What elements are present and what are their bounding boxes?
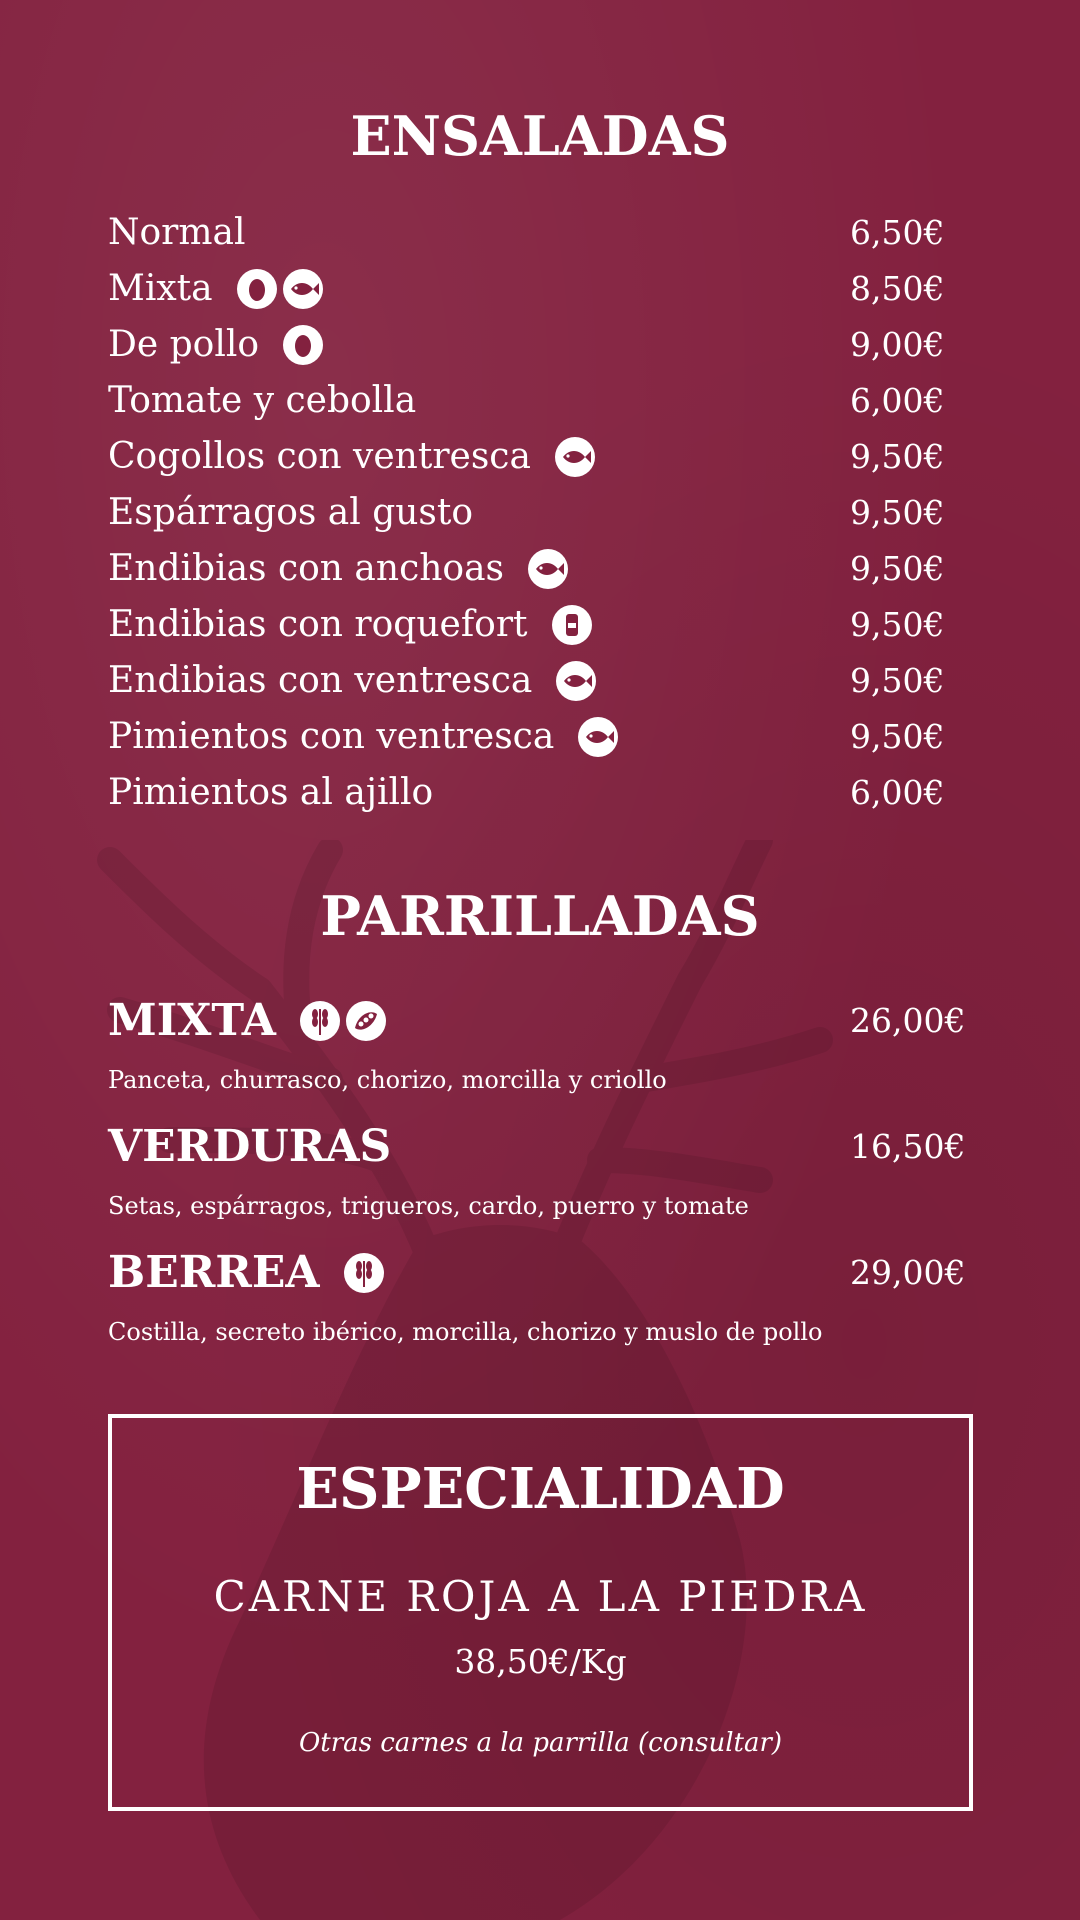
allergen-icons: [556, 661, 596, 701]
item-label: Pimientos con ventresca: [108, 716, 555, 757]
especialidad-dish: CARNE ROJA A LA PIEDRA: [213, 1572, 868, 1621]
gluten-icon: [344, 1253, 384, 1293]
list-item: [108, 435, 988, 491]
item-label: VERDURAS: [108, 1121, 392, 1172]
especialidad-note: Otras carnes a la parrilla (consultar): [298, 1728, 783, 1758]
parrillada-item: [108, 993, 988, 1097]
list-item: [108, 659, 988, 715]
item-price: 9,50€: [850, 605, 945, 644]
item-description: Panceta, churrasco, chorizo, morcilla y criollo: [108, 1066, 667, 1094]
especialidad-box: [108, 1414, 973, 1811]
item-label: Pimientos al ajillo: [108, 772, 434, 813]
gluten-icon: [300, 1001, 340, 1041]
item-price: 29,00€: [850, 1253, 966, 1292]
allergen-icons: [528, 549, 568, 589]
milk-icon: [552, 605, 592, 645]
item-name: [108, 211, 246, 255]
item-label: Endibias con roquefort: [108, 604, 528, 645]
parrillada-item: [108, 1245, 988, 1349]
item-name: [108, 379, 416, 423]
item-label: De pollo: [108, 324, 260, 365]
list-item: [108, 603, 988, 659]
item-label: Normal: [108, 212, 246, 253]
allergen-icons: [237, 269, 323, 309]
item-label: BERREA: [108, 1247, 320, 1298]
list-item: [108, 771, 988, 827]
item-name: [108, 547, 568, 591]
allergen-icons: [283, 325, 323, 365]
fish-icon: [555, 437, 595, 477]
list-item: [108, 267, 988, 323]
egg-icon: [237, 269, 277, 309]
allergen-icons: [578, 717, 618, 757]
especialidad-title: ESPECIALIDAD: [296, 1456, 785, 1522]
item-price: 9,50€: [850, 493, 945, 532]
item-label: Endibias con anchoas: [108, 548, 505, 589]
list-item: [108, 211, 988, 267]
item-description: Setas, espárragos, trigueros, cardo, puerro y tomate: [108, 1192, 749, 1220]
allergen-icons: [552, 605, 592, 645]
item-price: 16,50€: [850, 1127, 966, 1166]
item-name: [108, 715, 618, 759]
item-price: 6,00€: [850, 773, 945, 812]
list-item: [108, 547, 988, 603]
list-item: [108, 491, 988, 547]
allergen-icons: [555, 437, 595, 477]
item-price: 6,00€: [850, 381, 945, 420]
item-label: Mixta: [108, 268, 213, 309]
fish-icon: [283, 269, 323, 309]
parrilladas-title: PARRILLADAS: [320, 884, 760, 948]
item-price: 9,50€: [850, 661, 945, 700]
fish-icon: [578, 717, 618, 757]
allergen-icons: [344, 1253, 384, 1293]
item-price: 9,50€: [850, 437, 945, 476]
item-name: [108, 603, 592, 647]
list-item: [108, 379, 988, 435]
item-label: MIXTA: [108, 995, 276, 1046]
soy-icon: [346, 1001, 386, 1041]
item-description: Costilla, secreto ibérico, morcilla, chorizo y muslo de pollo: [108, 1318, 823, 1346]
item-name: [108, 323, 323, 367]
item-label: Endibias con ventresca: [108, 660, 533, 701]
item-label: Tomate y cebolla: [108, 380, 417, 421]
fish-icon: [528, 549, 568, 589]
list-item: [108, 715, 988, 771]
item-price: 9,50€: [850, 717, 945, 756]
allergen-icons: [300, 1001, 386, 1041]
especialidad-price: 38,50€/Kg: [454, 1642, 627, 1681]
item-name: [108, 435, 595, 479]
parrillada-item: [108, 1119, 988, 1223]
list-item: [108, 323, 988, 379]
item-name: [108, 659, 596, 703]
item-price: 6,50€: [850, 213, 945, 252]
ensaladas-title: ENSALADAS: [350, 104, 730, 168]
item-price: 9,00€: [850, 325, 945, 364]
item-label: Cogollos con ventresca: [108, 436, 531, 477]
item-label: Espárragos al gusto: [108, 492, 474, 533]
item-name: [108, 491, 473, 535]
item-name: [108, 771, 433, 815]
item-price: 26,00€: [850, 1001, 966, 1040]
item-price: 8,50€: [850, 269, 945, 308]
item-price: 9,50€: [850, 549, 945, 588]
fish-icon: [556, 661, 596, 701]
item-name: [108, 267, 323, 311]
egg-icon: [283, 325, 323, 365]
